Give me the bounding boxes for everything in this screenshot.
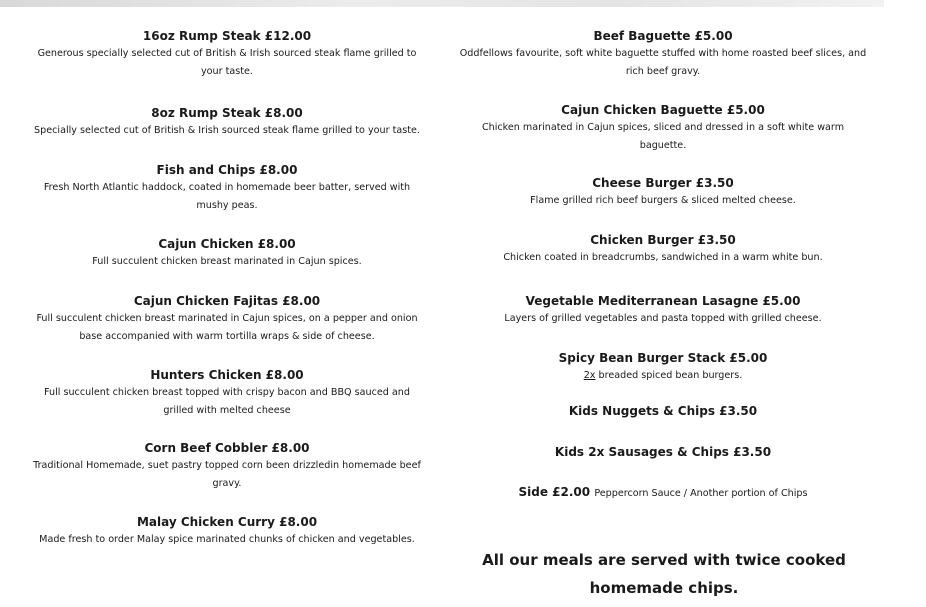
menu-item [0, 162, 454, 214]
menu-item-desc-text: breaded spiced bean burgers. [595, 370, 743, 381]
menu-item-desc: Flame grilled rich beef burgers & sliced melted cheese. [530, 195, 796, 206]
menu-item-title: Cajun Chicken Baguette £5.00 [561, 103, 765, 117]
menu-item-title: Spicy Bean Burger Stack £5.00 [558, 351, 768, 365]
menu-item-title: Cheese Burger £3.50 [592, 176, 734, 190]
menu-item [0, 236, 454, 271]
menu-item [454, 293, 872, 328]
menu-item [454, 232, 872, 267]
menu-item-title: Vegetable Mediterranean Lasagne £5.00 [525, 294, 801, 308]
menu-item-title: 16oz Rump Steak £12.00 [142, 29, 312, 43]
footer-note [464, 546, 864, 602]
quantity-prefix: 2x [583, 370, 596, 381]
menu-item-desc: Full succulent chicken breast marinated in Cajun spices. [92, 256, 362, 267]
menu-item-title: Chicken Burger £3.50 [590, 233, 736, 247]
menu-item-title: Malay Chicken Curry £8.00 [136, 515, 318, 529]
menu-item [0, 293, 454, 345]
menu-item-title: 8oz Rump Steak £8.00 [151, 106, 303, 120]
menu-item-title: Kids 2x Sausages & Chips £3.50 [554, 445, 772, 459]
menu-item [0, 440, 454, 492]
menu-item-title: Kids Nuggets & Chips £3.50 [568, 404, 758, 418]
menu-item-desc: Layers of grilled vegetables and pasta topped with grilled cheese. [504, 313, 822, 324]
menu-item-desc: Full succulent chicken breast marinated in Cajun spices, on a pepper and onion base accompanied with warm tortilla wraps & side of cheese. [36, 313, 418, 342]
menu-item-desc: Traditional Homemade, suet pastry topped corn been drizzledin homemade beef gravy. [33, 460, 421, 489]
menu-item-desc: Full succulent chicken breast topped with crispy bacon and BBQ sauced and grilled with melted cheese [44, 387, 410, 416]
menu-item-title: Cajun Chicken £8.00 [158, 237, 296, 251]
menu-item [454, 175, 872, 210]
side-item [454, 484, 872, 502]
menu-item [0, 514, 454, 549]
menu-item-title: Cajun Chicken Fajitas £8.00 [133, 294, 321, 308]
menu-item-desc: Oddfellows favourite, soft white baguette stuffed with home roasted beef slices, and rich beef gravy. [459, 48, 867, 77]
footer-line-1: All our meals are served with twice cooked [482, 551, 846, 569]
menu-item-title: Beef Baguette £5.00 [593, 29, 733, 43]
footer-line-2: homemade chips. [589, 579, 739, 597]
menu-item-title: Corn Beef Cobbler £8.00 [144, 441, 310, 455]
side-label: Side £2.00 [518, 485, 591, 499]
menu-item [454, 444, 872, 460]
menu-item-desc [463, 367, 863, 385]
menu-item [454, 350, 872, 385]
menu-item [454, 28, 872, 80]
menu-item-desc: Made fresh to order Malay spice marinated chunks of chicken and vegetables. [39, 534, 415, 545]
menu-item-desc: Chicken marinated in Cajun spices, sliced and dressed in a soft white warm baguette. [481, 122, 845, 151]
menu-item [0, 28, 454, 80]
menu-item-desc: Specially selected cut of British & Irish sourced steak flame grilled to your taste. [34, 125, 420, 136]
menu-item [454, 102, 872, 154]
menu-item [0, 105, 454, 140]
menu-item [0, 367, 454, 419]
menu-item-title: Hunters Chicken £8.00 [150, 368, 304, 382]
menu-item [454, 403, 872, 419]
side-desc: Peppercorn Sauce / Another portion of Chips [594, 488, 808, 499]
top-image-strip [0, 0, 884, 7]
menu-item-desc: Chicken coated in breadcrumbs, sandwiched in a warm white bun. [503, 252, 823, 263]
menu-item-title: Fish and Chips £8.00 [156, 163, 298, 177]
menu-item-desc: Generous specially selected cut of British & Irish sourced steak flame grilled to your taste. [37, 48, 417, 77]
menu-item-desc: Fresh North Atlantic haddock, coated in homemade beer batter, served with mushy peas. [43, 182, 411, 211]
side-row [454, 484, 872, 502]
